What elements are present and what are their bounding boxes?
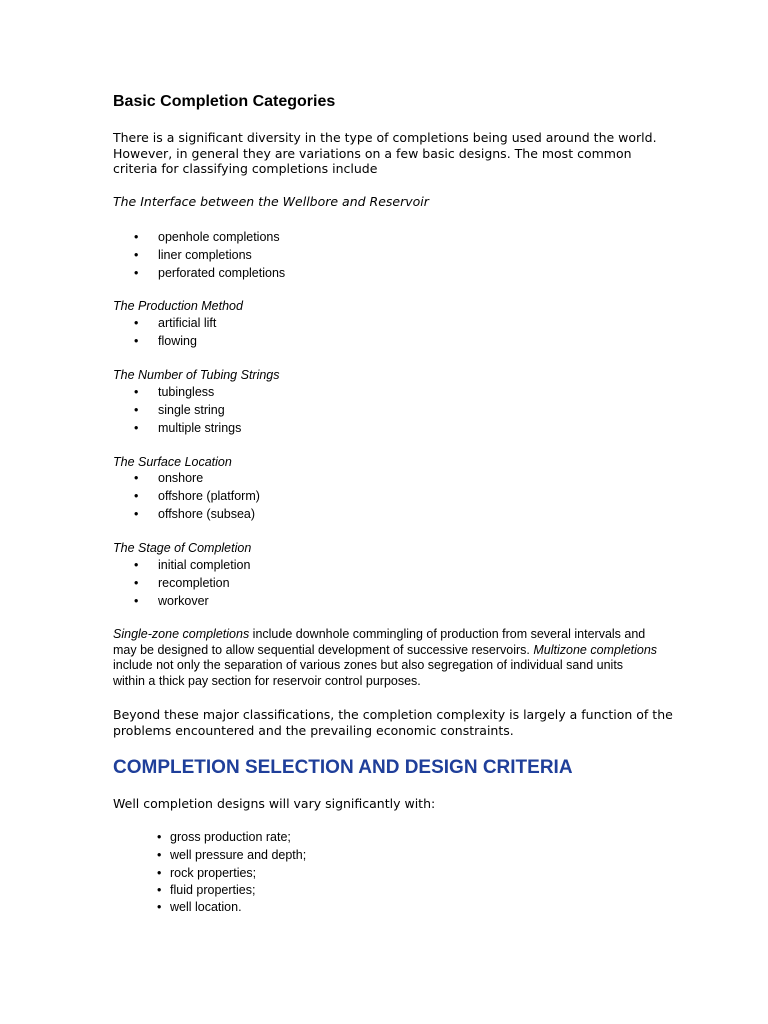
multizone-term: Multizone completions: [533, 642, 658, 657]
list-stage-of-completion: [113, 557, 250, 610]
section-intro: Well completion designs will vary significantly with:: [113, 796, 436, 811]
list-design-criteria: [113, 829, 306, 914]
list-item: • well pressure and depth;: [113, 847, 306, 865]
list-item: • initial completion: [113, 557, 250, 575]
section-heading: COMPLETION SELECTION AND DESIGN CRITERIA: [113, 757, 573, 778]
list-item: • well location.: [113, 900, 306, 914]
group-title-surface-location: The Surface Location: [113, 455, 232, 469]
list-interface: [113, 229, 285, 282]
list-item: • onshore: [113, 470, 260, 488]
list-item: • openhole completions: [113, 229, 285, 247]
multizone-description: include not only the separation of various zones but also segregation of individual sand units within a thick pay section for reservoir control purposes.: [113, 658, 624, 688]
list-item: • multiple strings: [113, 420, 241, 438]
list-item: • liner completions: [113, 247, 285, 265]
list-surface-location: [113, 470, 260, 523]
single-zone-term: Single-zone completions: [113, 627, 250, 641]
list-item: • rock properties;: [113, 865, 306, 883]
group-title-production-method: The Production Method: [113, 299, 243, 313]
list-item: • offshore (platform): [113, 488, 260, 506]
list-item: • flowing: [113, 333, 216, 351]
page-title: Basic Completion Categories: [113, 93, 336, 110]
list-production-method: [113, 315, 216, 351]
intro-paragraph: There is a significant diversity in the type of completions being used around the world. However, in general they are variations on a few basic designs. The most common criteria for classifying completions include: [113, 130, 657, 176]
single-zone-description: include downhole commingling of production from several intervals and may be designed to allow sequential development of successive reservoirs.: [113, 627, 646, 657]
list-item: • single string: [113, 402, 241, 420]
list-item: • perforated completions: [113, 265, 285, 283]
list-item: • workover: [113, 593, 250, 611]
list-item: • recompletion: [113, 575, 250, 593]
list-tubing-strings: [113, 384, 241, 437]
list-item: • fluid properties;: [113, 882, 306, 900]
list-item: • offshore (subsea): [113, 506, 260, 524]
group-title-interface: The Interface between the Wellbore and Reservoir: [113, 194, 429, 209]
list-item: • artificial lift: [113, 315, 216, 333]
list-item: • tubingless: [113, 384, 241, 402]
list-item: • gross production rate;: [113, 829, 306, 847]
zone-completions-paragraph: [113, 627, 658, 689]
beyond-paragraph: Beyond these major classifications, the completion complexity is largely a function of the problems encountered and the prevailing economic constraints.: [113, 707, 673, 738]
group-title-stage-of-completion: The Stage of Completion: [113, 541, 252, 555]
group-title-tubing-strings: The Number of Tubing Strings: [113, 368, 280, 382]
